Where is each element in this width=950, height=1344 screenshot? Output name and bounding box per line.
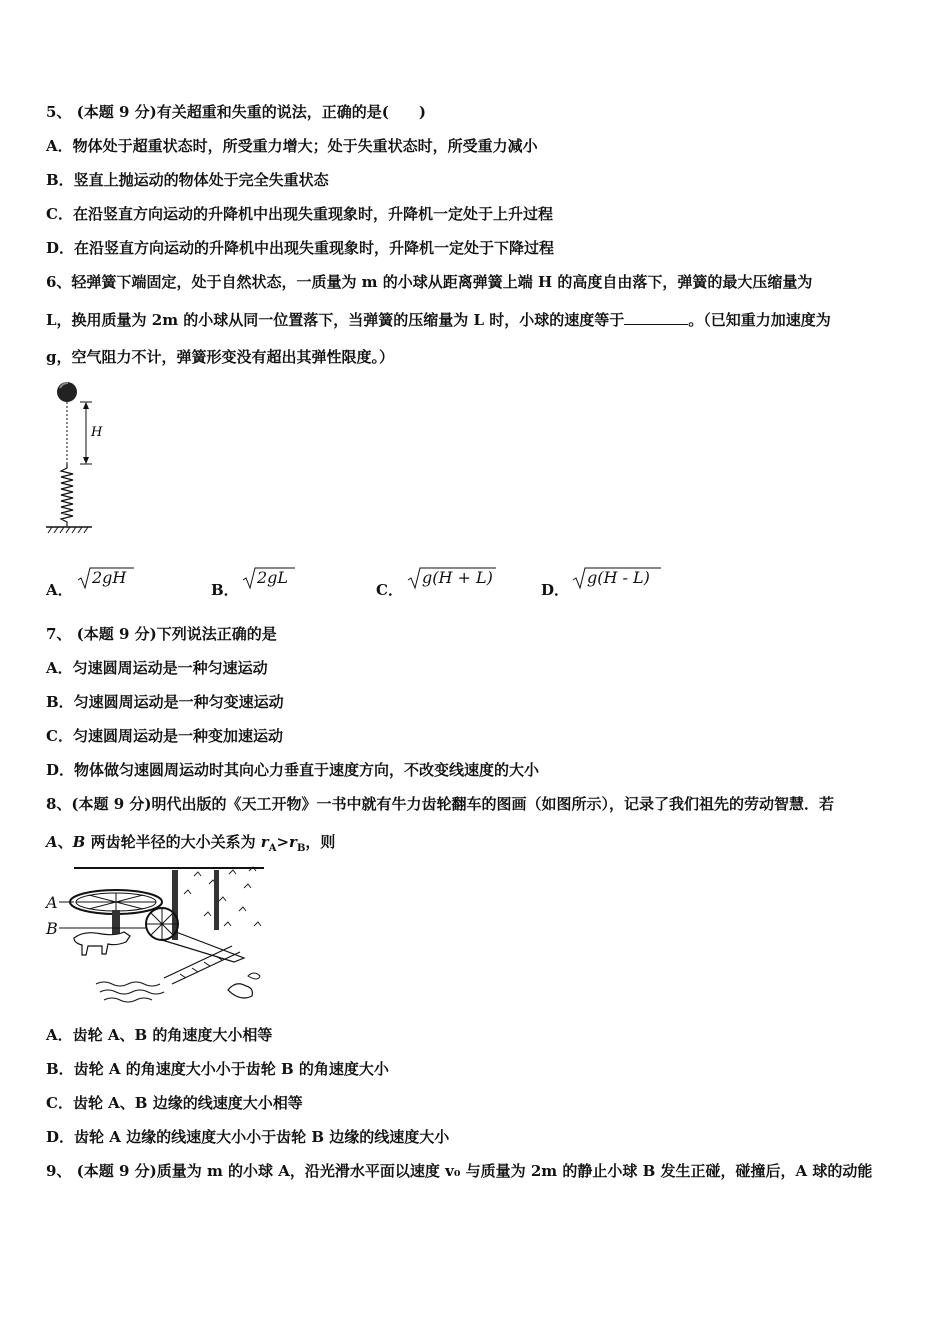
greater-than: > [276,833,290,851]
q5-option-d[interactable]: D．在沿竖直方向运动的升降机中出现失重现象时，升降机一定处于下降过程 [46,239,555,257]
q6-option-c-label[interactable]: C． [376,581,403,599]
q5-option-c[interactable]: C．在沿竖直方向运动的升降机中出现失重现象时，升降机一定处于上升过程 [46,205,553,223]
radius-a: r [260,833,269,851]
q6-stem-line2-text: L，换用质量为 2m 的小球从同一位置落下，当弹簧的压缩量为 L 时，小球的速度等于 [46,311,625,329]
gear-a-symbol: A [46,833,58,851]
q8-stem-line2 [46,832,335,859]
spring-figure [44,380,104,540]
radius-a-sub: A [268,843,277,854]
q6-option-b-expr: 2gL [257,568,289,587]
q9-stem-line1: 9、 (本题 9 分)质量为 m 的小球 A，沿光滑水平面以速度 v₀ 与质量为 2m 的静止小球 B 发生正碰，碰撞后，A 球的动能 [46,1162,873,1180]
gear-waterwheel-illustration [44,866,266,1012]
q7-option-a[interactable]: A．匀速圆周运动是一种匀速运动 [46,659,268,677]
radius-b-sub: B [296,843,306,854]
q6-option-a-expr: 2gH [92,568,127,587]
q6-stem-line2 [46,310,831,330]
label-b: B [46,919,58,938]
height-label: H [91,425,103,440]
q8-option-c[interactable]: C．齿轮 A、B 边缘的线速度大小相等 [46,1094,303,1112]
q7-option-c[interactable]: C．匀速圆周运动是一种变加速运动 [46,727,283,745]
spring-icon [61,464,73,527]
q8-stem-line1: 8、(本题 9 分)明代出版的《天工开物》一书中就有牛力齿轮翻车的图画（如图所示），记录了我们祖先的劳动智慧．若 [46,795,835,813]
gear-b-symbol: B [72,833,86,851]
separator: 、 [57,833,73,851]
q7-option-d[interactable]: D．物体做匀速圆周运动时其向心力垂直于速度方向，不改变线速度的大小 [46,761,540,779]
q6-option-b-label[interactable]: B． [211,581,239,599]
radius-b: r [289,833,297,851]
q7-stem: 7、 (本题 9 分)下列说法正确的是 [46,625,277,643]
q8-option-a[interactable]: A．齿轮 A、B 的角速度大小相等 [46,1026,273,1044]
answer-blank[interactable] [624,310,688,325]
q8-option-d[interactable]: D．齿轮 A 边缘的线速度大小小于齿轮 B 边缘的线速度大小 [46,1128,450,1146]
q6-stem-line2-tail: 。（已知重力加速度为 [688,311,831,329]
ball-icon [57,382,77,402]
q6-stem-line3: g，空气阻力不计，弹簧形变没有超出其弹性限度。） [46,348,394,366]
label-a: A [46,893,58,912]
q8-stem-end: ，则 [305,833,336,851]
q8-option-b[interactable]: B．齿轮 A 的角速度大小小于齿轮 B 的角速度大小 [46,1060,389,1078]
q5-option-b[interactable]: B．竖直上抛运动的物体处于完全失重状态 [46,171,329,189]
q6-stem-line1: 6、轻弹簧下端固定，处于自然状态，一质量为 m 的小球从距离弹簧上端 H 的高度自由落下，弹簧的最大压缩量为 [46,273,813,291]
q8-stem-text: 两齿轮半径的大小关系为 [85,833,261,851]
q5-stem: 5、 (本题 9 分)有关超重和失重的说法，正确的是( ) [46,103,426,121]
q6-option-c-expr: g(H + L) [422,568,493,587]
q6-option-d-label[interactable]: D． [541,581,570,599]
q6-option-d-expr: g(H - L) [587,568,650,587]
q7-option-b[interactable]: B．匀速圆周运动是一种匀变速运动 [46,693,284,711]
q5-option-a[interactable]: A．物体处于超重状态时，所受重力增大；处于失重状态时，所受重力减小 [46,137,538,155]
q6-option-a-label[interactable]: A． [46,581,73,599]
